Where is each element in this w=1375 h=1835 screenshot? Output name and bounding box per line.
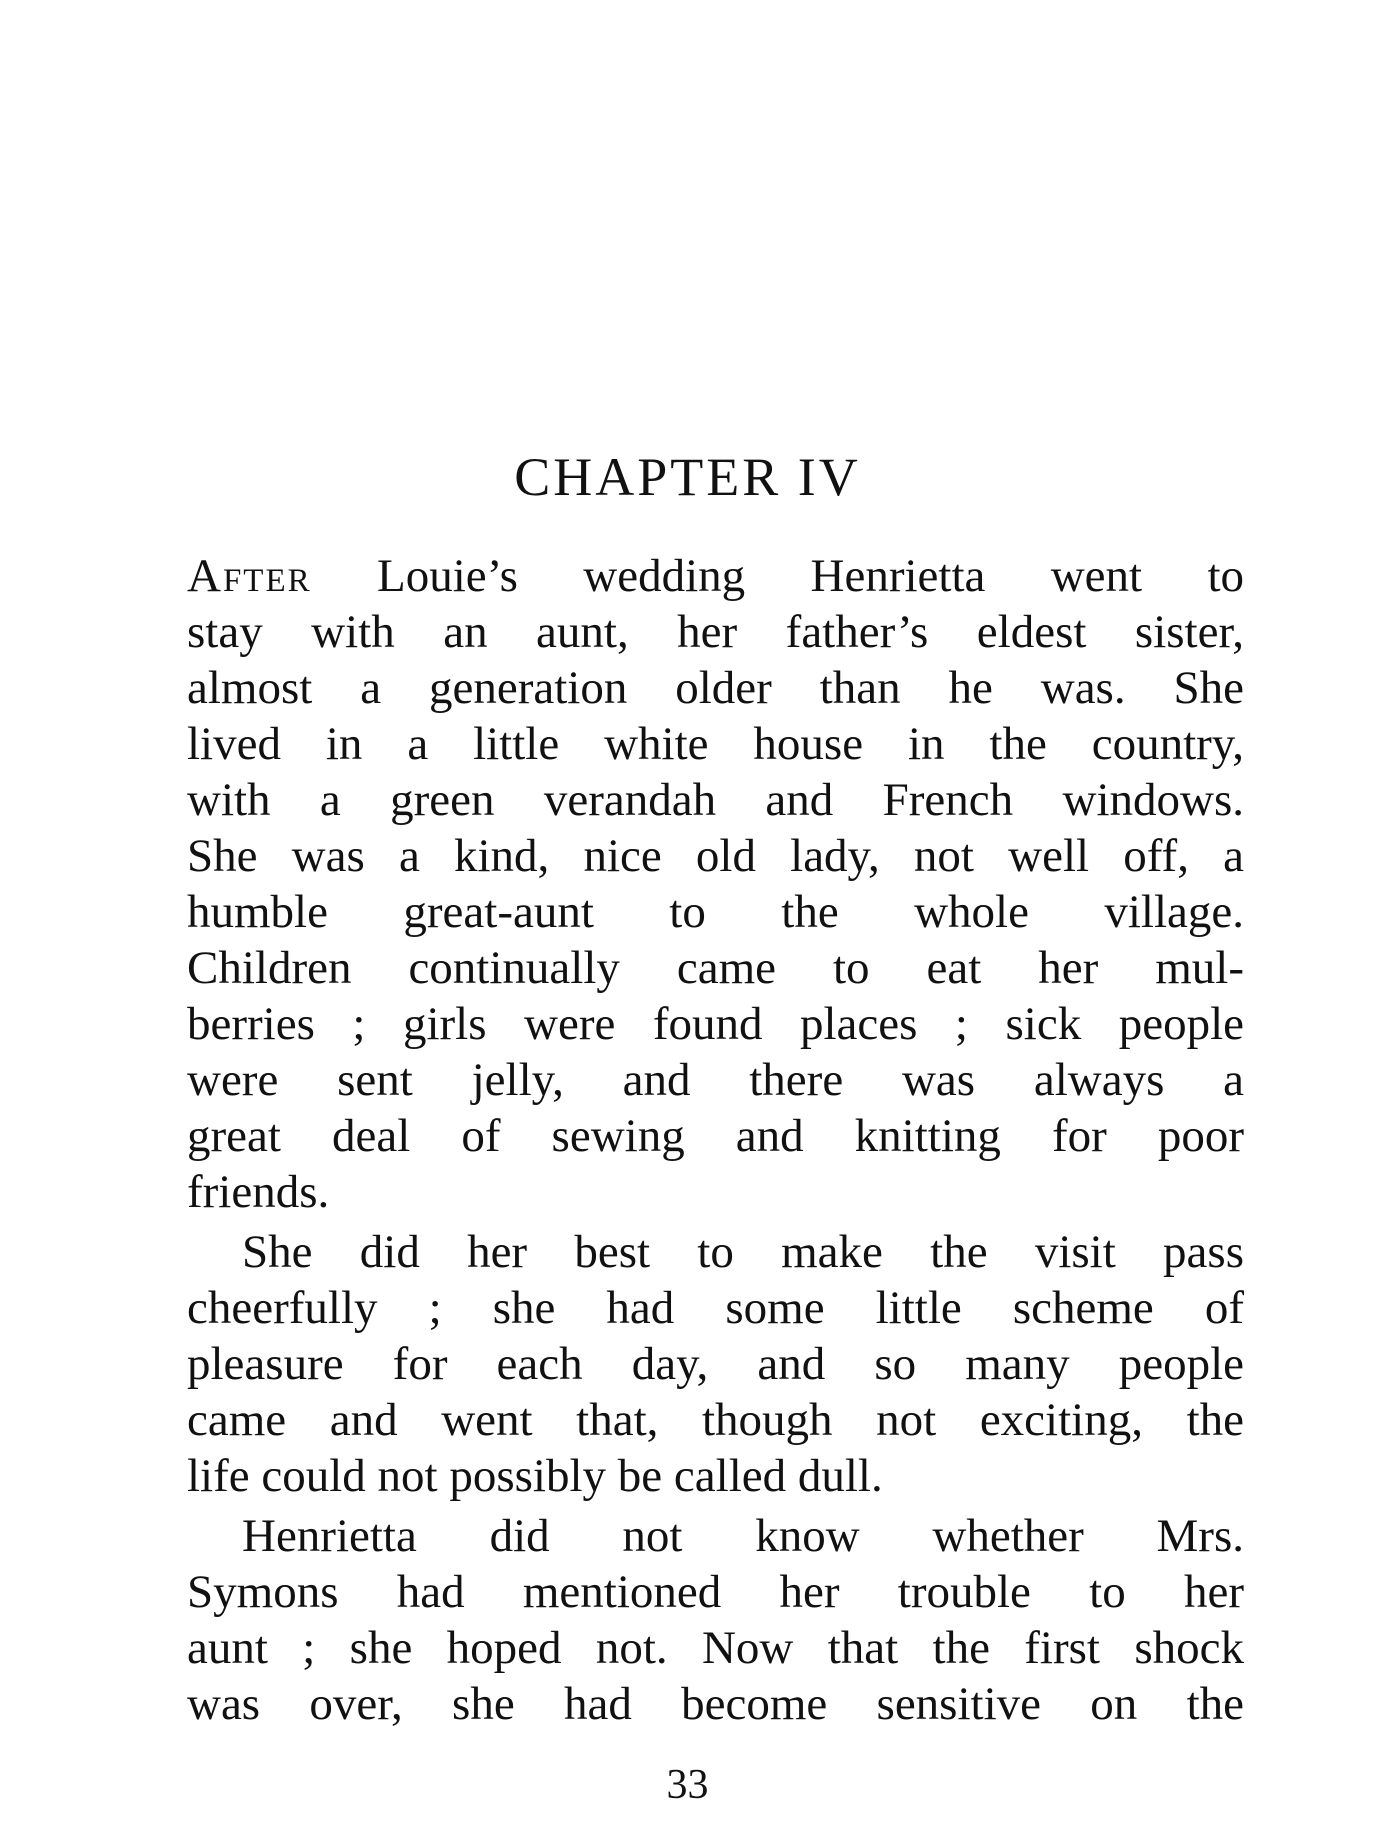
paragraph-1 [187,548,1244,1220]
paragraph-line: She was a kind, nice old lady, not well off, a [187,830,1244,882]
paragraph-line: life could not possibly be called dull. [187,1450,883,1502]
paragraph-3 [187,1508,1244,1732]
paragraph-line: almost a generation older than he was. She [187,662,1244,714]
paragraph-line: berries ; girls were found places ; sick people [187,998,1244,1050]
paragraph-line: great deal of sewing and knitting for poor [187,1110,1244,1162]
paragraph-2 [187,1224,1244,1504]
paragraph-line: aunt ; she hoped not. Now that the first shock [187,1622,1244,1674]
paragraph-lead-word: After [187,550,312,602]
paragraph-line: were sent jelly, and there was always a [187,1054,1244,1106]
paragraph-line: came and went that, though not exciting, the [187,1394,1244,1446]
paragraph-line: cheerfully ; she had some little scheme of [187,1282,1244,1334]
paragraph-line: She did her best to make the visit pass [242,1226,1244,1278]
paragraph-line: After Louie’s wedding Henrietta went to [187,550,1244,602]
chapter-title: CHAPTER IV [514,447,861,507]
page-number: 33 [666,1762,709,1808]
paragraph-line: Henrietta did not know whether Mrs. [242,1510,1244,1562]
paragraph-line: Symons had mentioned her trouble to her [187,1566,1244,1618]
paragraph-line: was over, she had become sensitive on the [187,1678,1244,1730]
paragraph-line: Children continually came to eat her mul- [187,942,1244,994]
paragraph-line: pleasure for each day, and so many people [187,1338,1244,1390]
paragraph-line: humble great-aunt to the whole village. [187,886,1244,938]
paragraph-line: lived in a little white house in the country, [187,718,1244,770]
paragraph-line: with a green verandah and French windows. [187,774,1244,826]
paragraph-line: stay with an aunt, her father’s eldest sister, [187,606,1244,658]
paragraph-line: friends. [187,1166,330,1218]
